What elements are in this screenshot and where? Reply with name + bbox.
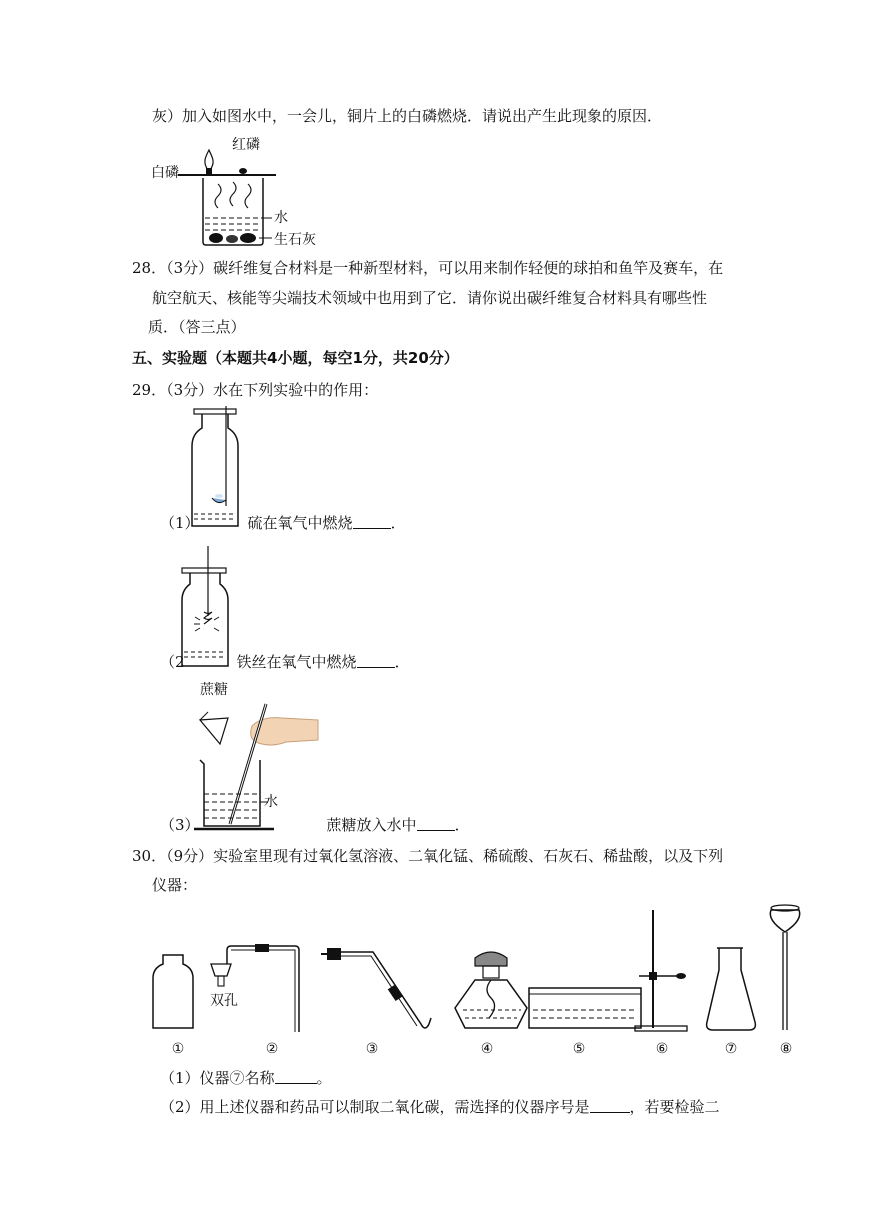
label-white-phosphorus: 白磷	[151, 165, 179, 181]
q28-line1: 28．（3分）碳纤维复合材料是一种新型材料，可以用来制作轻便的球拍和鱼竿及赛车，在	[132, 259, 724, 277]
q30-sub2: （2）用上述仪器和药品可以制取二氧化碳，需选择的仪器序号是 ，若要检验二	[160, 1098, 720, 1116]
label-two-hole: 双孔	[210, 993, 238, 1009]
label-water: 水	[274, 210, 288, 226]
apparatus-number-2: ②	[265, 1041, 279, 1057]
apparatus-number-1: ①	[171, 1041, 185, 1057]
answer-blank-4[interactable]	[275, 1069, 317, 1084]
q30-line2: 仪器：	[152, 876, 198, 894]
answer-blank-5[interactable]	[590, 1098, 630, 1113]
label-sugar: 蔗糖	[200, 682, 228, 698]
answer-blank-1[interactable]	[353, 514, 391, 529]
q29-item3: （3） 蔗糖放入水中 ．	[160, 816, 470, 834]
q29-item1: （1） 硫在氧气中燃烧 ．	[160, 514, 406, 532]
q29-item2: （2 铁丝在氧气中燃烧 ．	[160, 653, 410, 671]
q28-line3: 质．（答三点）	[148, 318, 246, 336]
sulfur-bottle-figure	[188, 406, 248, 530]
q30-sub1: （1）仪器⑦名称 。	[160, 1069, 332, 1087]
apparatus-number-8: ⑧	[779, 1041, 793, 1057]
apparatus-number-4: ④	[480, 1041, 494, 1057]
apparatus-row-figure	[145, 900, 815, 1040]
apparatus-number-3: ③	[365, 1041, 379, 1057]
label-red-phosphorus: 红磷	[232, 137, 260, 153]
apparatus-number-5: ⑤	[572, 1041, 586, 1057]
label-quicklime: 生石灰	[274, 232, 316, 248]
section-heading: 五、实验题（本题共4小题，每空1分，共20分）	[132, 349, 459, 367]
q28-line2: 航空航天、核能等尖端技术领域中也用到了它．请你说出碳纤维复合材料具有哪些性	[152, 289, 708, 307]
q27-text: 灰）加入如图水中，一会儿，铜片上的白磷燃烧．请说出产生此现象的原因．	[152, 107, 663, 125]
answer-blank-2[interactable]	[357, 653, 395, 668]
q30-line1: 30．（9分）实验室里现有过氧化氢溶液、二氧化锰、稀硫酸、石灰石、稀盐酸，以及下列	[132, 847, 724, 865]
answer-blank-3[interactable]	[417, 816, 455, 831]
apparatus-number-7: ⑦	[724, 1041, 738, 1057]
q29-stem: 29．（3分）水在下列实验中的作用：	[132, 381, 379, 399]
label-water-2: 水	[264, 794, 278, 810]
apparatus-number-6: ⑥	[655, 1041, 669, 1057]
sugar-dissolving-figure	[190, 698, 324, 834]
